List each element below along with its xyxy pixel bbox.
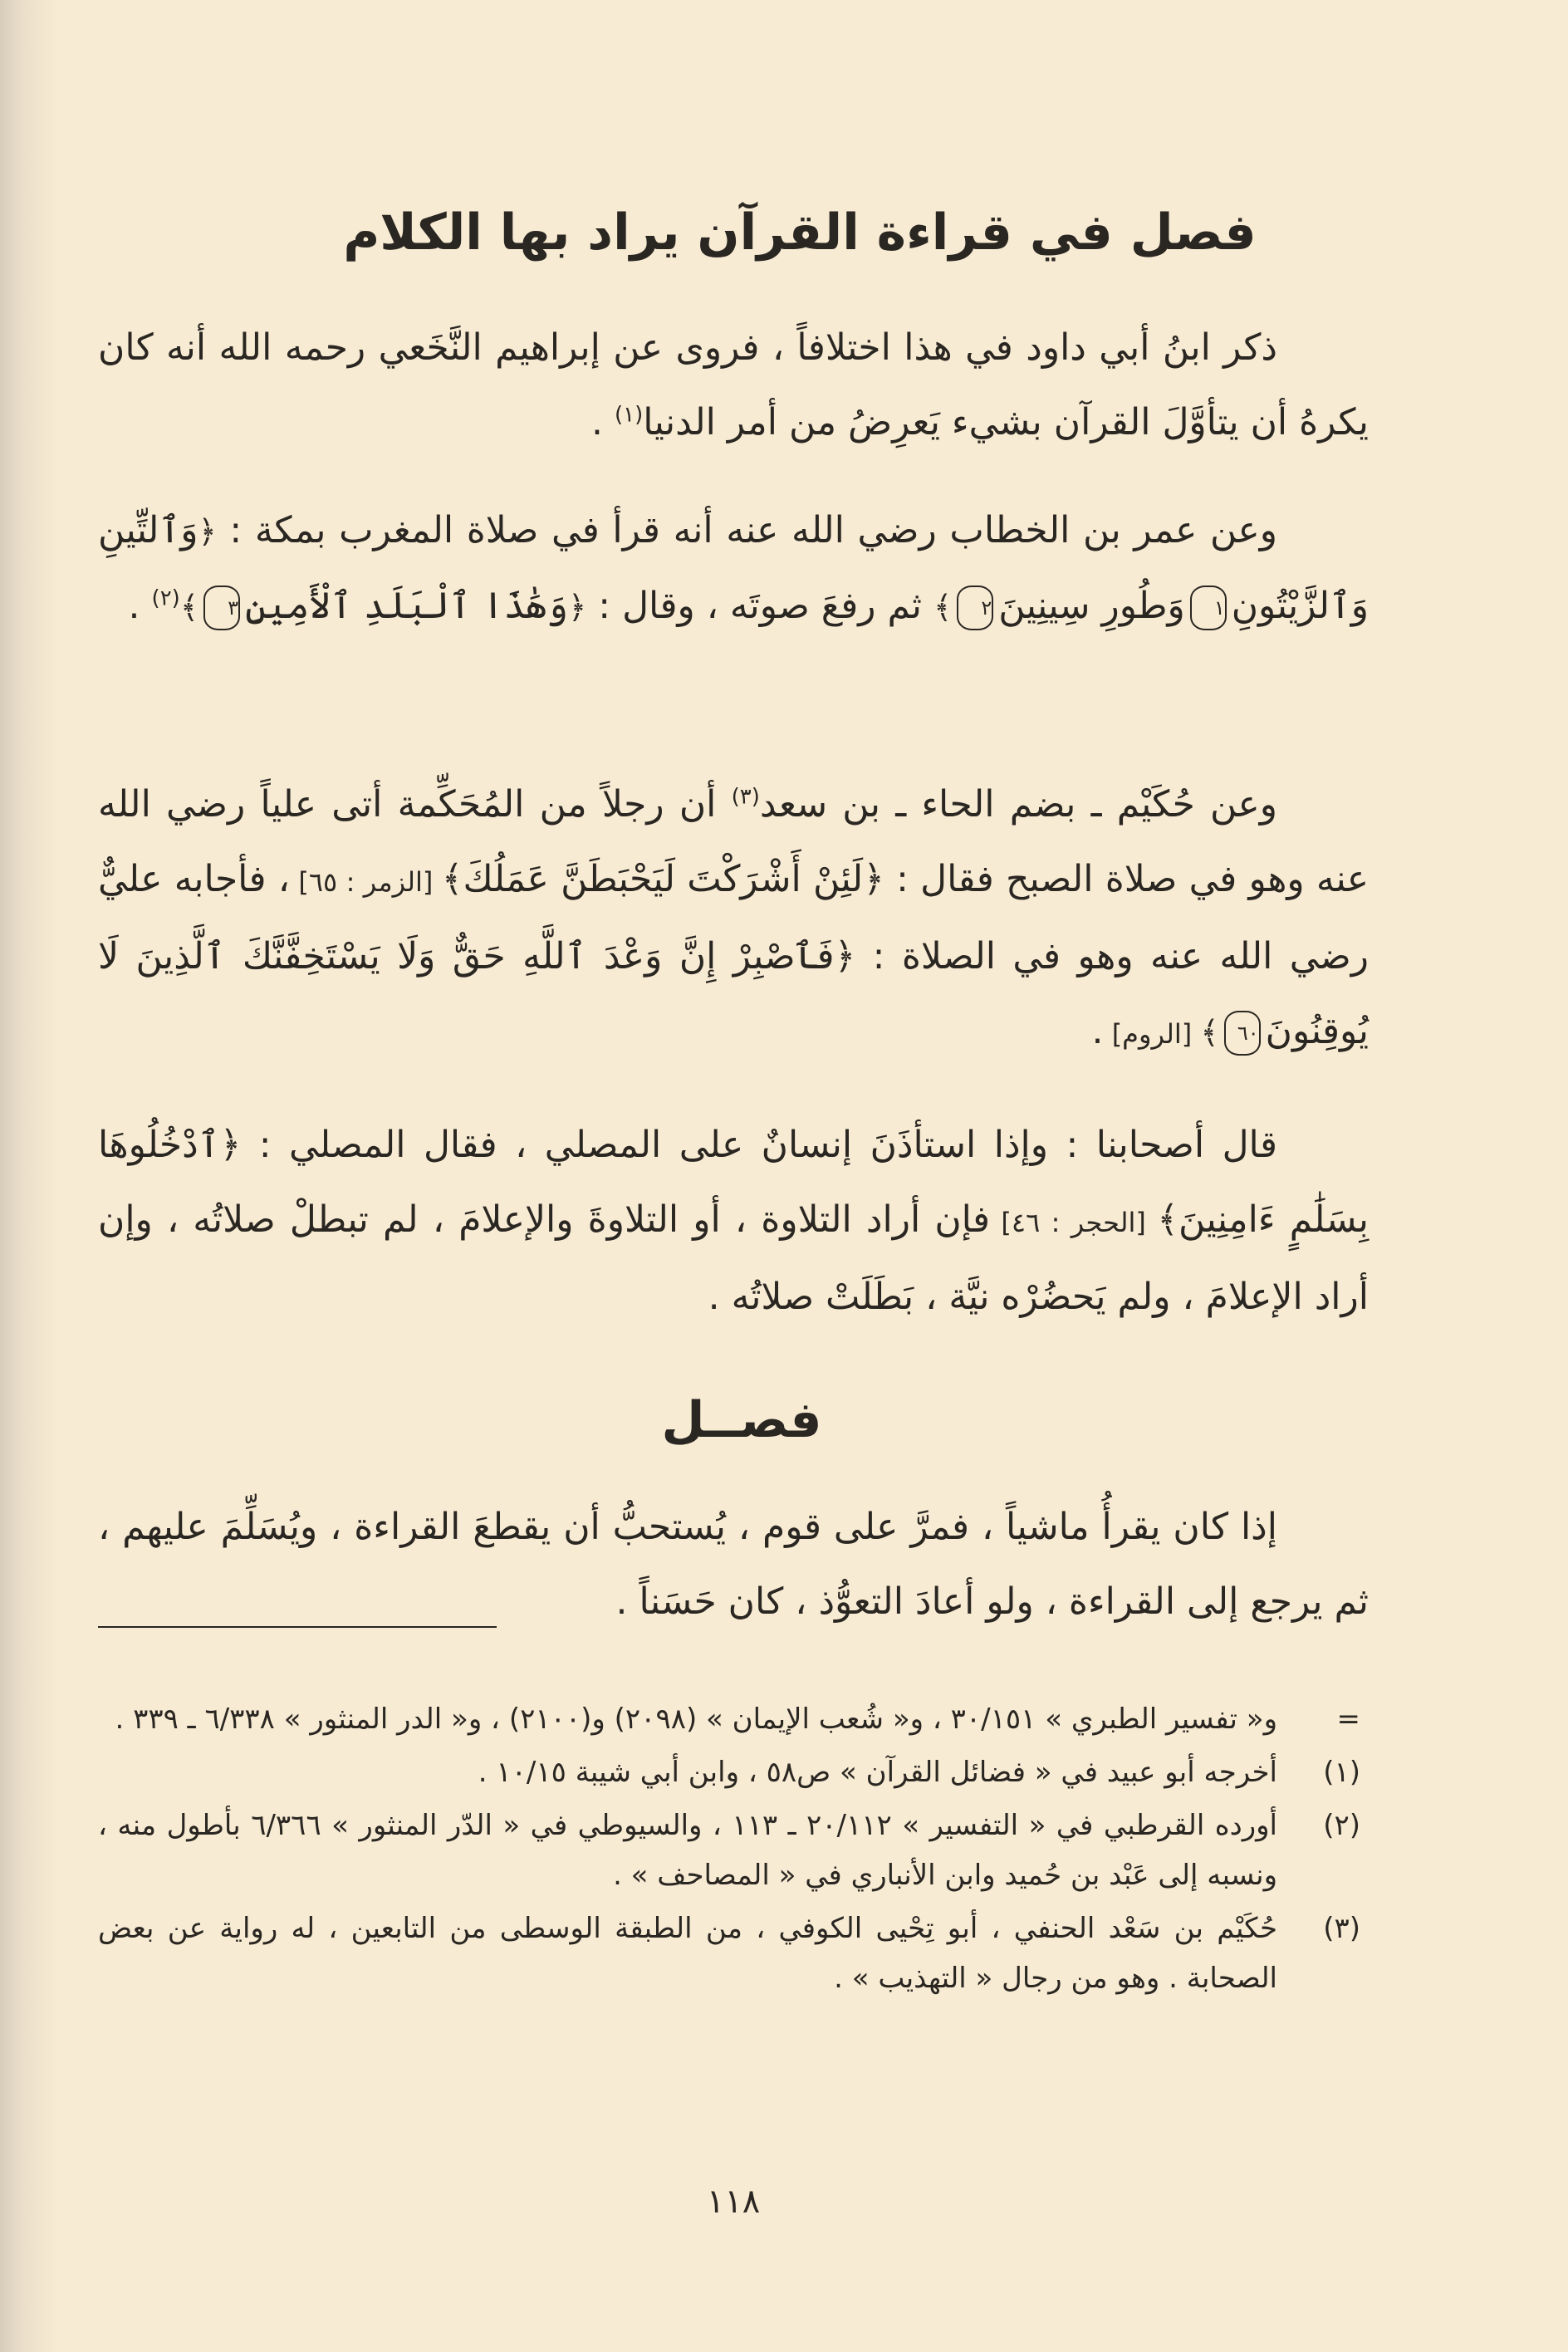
footnote-ref-1[interactable]: (١) (614, 402, 644, 428)
quran-bracket-open-icon: ﴿ (198, 513, 217, 550)
footnote-text: حُكَيْم بن سَعْد الحنفي ، أبو تِحْيى الكوفي ، من الطبقة الوسطى من التابعين ، له رواية عن بعض الصحابة . وهو من رجال « التهذيب » . (98, 1912, 1277, 1995)
paragraph-2-intro: وعن عمر بن الخطاب رضي الله عنه أنه قرأ في صلاة المغرب بمكة : (229, 509, 1277, 551)
paragraph-3: وعن حُكَيْم ـ بضم الحاء ـ بن سعد$^{(٣)}$ أن رجلاً من المُحَكِّمة أتى علياً رضي الله عنه وهو في صلاة الصبح فقال : ﴿لَئِنْ أَشْرَكْتَ لَيَحْبَطَنَّ عَمَلُكَ﴾ [الزمر : ٦٥] ، فأجابه عليٌّ رضي الله عنه وهو في الصلاة : ﴿فَٱصْبِرْ إِنَّ وَعْدَ ٱللَّهِ حَقٌّ وَلَا يَسْتَخِفَّنَّكَ ٱلَّذِينَ لَا يُوقِنُونَ٦٠﴾ [الروم] . (98, 767, 1369, 1071)
footnote-text: أخرجه أبو عبيد في « فضائل القرآن » ص٥٨ ، وابن أبي شيبة ١٠/١٥ . (478, 1756, 1277, 1789)
footnote-divider (98, 1626, 497, 1628)
footnote-number: (١) (1323, 1756, 1360, 1789)
quran-verse-rum: ﴿فَٱصْبِرْ إِنَّ وَعْدَ ٱللَّهِ حَقٌّ وَلَا يَسْتَخِفَّنَّكَ ٱلَّذِينَ لَا يُوقِنُونَ (98, 935, 1369, 1052)
paragraph-2: وعن عمر بن الخطاب رضي الله عنه أنه قرأ في صلاة المغرب بمكة : ﴿وَٱلتِّينِ وَٱلزَّيْتُونِ١وَطُورِ سِينِينَ٢﴾ ثم رفعَ صوتَه ، وقال : ﴿وَهَٰذَا ٱلْبَلَدِ ٱلْأَمِينِ٣﴾$^{(٢)}$ . (98, 493, 1369, 644)
quran-verse-tin-1: وَٱلتِّينِ وَٱلزَّيْتُونِ (98, 509, 1369, 627)
footnote-text: أورده القرطبي في « التفسير » ٢٠/١١٢ ـ ١١٣ ، والسيوطي في « الدّر المنثور » ٦/٣٦٦ بأطول منه ، ونسبه إلى عَبْد بن حُميد وابن الأنباري في « المصاحف » . (98, 1809, 1278, 1892)
quran-verse-hijr: ﴿ٱدْخُلُوهَا بِسَلَٰمٍ ءَامِنِينَ﴾ (98, 1124, 1370, 1241)
footnote-item (98, 1747, 1369, 1797)
ayah-number-marker-icon: ١ (1190, 586, 1227, 630)
page-number: ١١٨ (706, 2183, 761, 2221)
surah-reference: [الروم] (1103, 1018, 1201, 1050)
footnote-number: = (1336, 1703, 1360, 1736)
quran-bracket-close-icon: ﴾ (933, 589, 953, 625)
paragraph-1-text: ذكر ابنُ أبي داود في هذا اختلافاً ، فروى عن إبراهيم النَّخَعي رحمه الله أنه كان يكرهُ أن يتأوَّلَ القرآن بشيء يَعرِضُ من أمر الدنيا (98, 326, 1369, 443)
paragraph-4: قال أصحابنا : وإذا استأذَنَ إنسانٌ على المصلي ، فقال المصلي : ﴿ٱدْخُلُوهَا بِسَلَٰمٍ ءَامِنِينَ﴾ [الحجر : ٤٦] فإن أراد التلاوة ، أو التلاوةَ والإعلامَ ، لم تبطلْ صلاتُه ، وإن أراد الإعلامَ ، ولم يَحضُرْه نيَّة ، بَطَلَتْ صلاتُه . (98, 1124, 1370, 1318)
footnote-item (98, 1801, 1369, 1900)
book-gutter-shadow (0, 0, 58, 2352)
footnote-number: (٣) (1323, 1912, 1360, 1945)
surah-reference: [الزمر : ٦٥] (289, 866, 442, 898)
ayah-number-marker-icon: ٣ (203, 586, 240, 630)
footnotes (98, 1694, 1369, 2007)
quran-verse-tin-2: وَطُورِ سِينِينَ (998, 585, 1185, 627)
section-heading: فصل في قراءة القرآن يراد بها الكلام (343, 203, 1257, 262)
quran-verse-tin-3: وَهَٰذَا ٱلْبَلَدِ ٱلْأَمِينِ (245, 585, 568, 627)
surah-reference: [الحجر : ٤٦] (990, 1207, 1158, 1238)
paragraph-1: ذكر ابنُ أبي داود في هذا اختلافاً ، فروى عن إبراهيم النَّخَعي رحمه الله أنه كان يكرهُ أن يتأوَّلَ القرآن بشيء يَعرِضُ من أمر الدنيا$^{(١)}$ . (98, 326, 1369, 443)
ayah-number-marker-icon: ٢ (957, 586, 993, 630)
quran-bracket-open-icon: ﴿ (568, 589, 587, 625)
sub-section-heading: فصــل (661, 1390, 822, 1449)
footnote-ref-2[interactable]: (٢) (151, 586, 180, 611)
footnote-ref-3[interactable]: (٣) (731, 784, 760, 810)
footnote-item (98, 1694, 1369, 1744)
footnote-number: (٢) (1323, 1809, 1360, 1842)
quran-bracket-close-icon: ﴾ (179, 589, 199, 625)
book-page (98, 0, 1369, 2352)
quran-verse-zumar: ﴿لَئِنْ أَشْرَكْتَ لَيَحْبَطَنَّ عَمَلُكَ﴾ (441, 858, 884, 900)
quran-bracket-close-icon: ﴾ (1200, 1014, 1219, 1051)
paragraph-5: إذا كان يقرأُ ماشياً ، فمرَّ على قوم ، يُستحبُّ أن يقطعَ القراءة ، ويُسَلِّمَ عليهم ، ثم يرجع إلى القراءة ، ولو أعادَ التعوُّذ ، كان حَسَناً . (98, 1506, 1369, 1623)
ayah-number-marker-icon: ٦٠ (1224, 1011, 1261, 1056)
footnote-item (98, 1904, 1369, 2003)
footnote-text: و« تفسير الطبري » ٣٠/١٥١ ، و« شُعب الإيمان » (٢٠٩٨) و(٢١٠٠) ، و« الدر المنثور » ٦/٣٣٨ ـ ٣٣٩ . (115, 1703, 1277, 1736)
